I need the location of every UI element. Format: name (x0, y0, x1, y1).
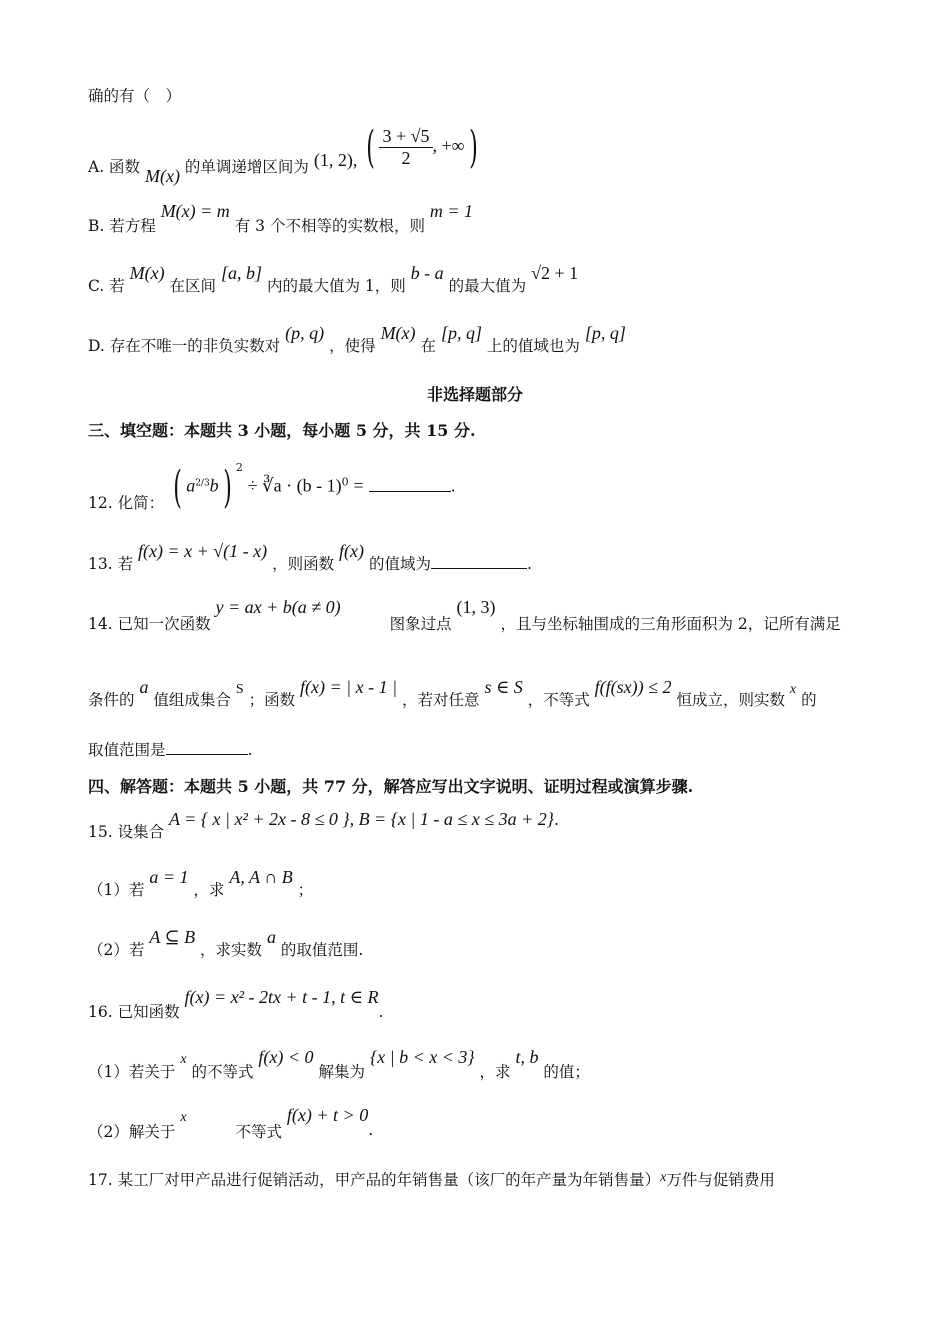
q13-period: . (526, 555, 532, 573)
q12-equals: = (353, 475, 364, 496)
option-d-text3: 上的值域也为 (486, 337, 580, 355)
question-16-part1 (88, 1046, 590, 1081)
q13-text1: ，则函数 (272, 555, 335, 573)
q15-2-label: （2）若 (88, 941, 145, 959)
section-title: 非选择题部分 (426, 385, 523, 404)
right-paren-icon: ) (468, 122, 478, 173)
q14-function2: f(x) = | x - 1 | (300, 677, 398, 697)
q16-1-text3: ，求 (479, 1063, 511, 1081)
q13-label: 13. 若 (88, 555, 134, 573)
q14-text3: 条件的 (88, 691, 135, 709)
q16-2-text: 不等式 (235, 1123, 282, 1141)
question-14-end (88, 738, 252, 760)
option-c-text2: 内的最大值为 1，则 (266, 277, 406, 295)
option-a-fraction (379, 126, 432, 169)
q14-inequality: f(f(sx)) ≤ 2 (594, 677, 672, 697)
q16-1-text1: 的不等式 (191, 1063, 254, 1081)
option-c-interval: [a, b] (220, 263, 262, 283)
q16-1-text2: 解集为 (318, 1063, 365, 1081)
option-d-text2: 在 (420, 337, 436, 355)
q14-text1: 图象过点 (389, 615, 452, 633)
q17-var-x: x (660, 1170, 667, 1185)
option-d-label: D. 存在不唯一的非负实数对 (88, 337, 281, 355)
fraction-numerator: 3 + √5 (379, 126, 432, 148)
question-15-part2 (88, 926, 364, 959)
q14-text7: ，不等式 (527, 691, 590, 709)
q14-text5: ；函数 (248, 691, 296, 709)
question-15-part1 (88, 866, 314, 899)
q16-2-period: . (368, 1121, 374, 1139)
q14-text2: ，且与坐标轴围成的三角形面积为 2，记所有满足 (500, 615, 841, 633)
q15-2-condition: A ⊆ B (149, 927, 196, 947)
q14-answer-blank[interactable] (166, 742, 248, 755)
q13-answer-blank[interactable] (431, 556, 527, 569)
question-16-part2 (88, 1104, 374, 1141)
q16-1-inequality: f(x) < 0 (258, 1047, 314, 1067)
q15-1-end: ； (297, 881, 314, 899)
q15-1-request: A, A ∩ B (229, 867, 293, 887)
q12-exponent: 2 (235, 461, 243, 475)
q14-s-in-s: s ∈ S (484, 677, 523, 697)
q14-period: . (247, 741, 253, 759)
option-c-difference: b - a (410, 263, 444, 283)
question-15 (88, 808, 559, 841)
q12-base-b: b (209, 475, 219, 496)
q16-1-solution-set: {x | b < x < 3} (369, 1047, 475, 1067)
q16-1-text4: 的值； (543, 1063, 590, 1081)
fraction-denominator: 2 (401, 148, 411, 168)
q15-2-text2: 的取值范围. (280, 941, 364, 959)
q12-expression: ÷ ∛a · (b - 1) (247, 475, 342, 496)
option-c-label: C. 若 (88, 277, 125, 295)
q14-function: y = ax + b(a ≠ 0) (215, 597, 341, 617)
option-a-function: M(x) (145, 165, 180, 186)
option-d-function: M(x) (380, 323, 416, 343)
option-b-equation: M(x) = m (160, 201, 230, 221)
q15-1-text: ，求 (193, 881, 225, 899)
q15-2-text1: ，求实数 (200, 941, 263, 959)
option-b-label: B. 若方程 (88, 217, 156, 235)
option-c-text1: 在区间 (169, 277, 217, 295)
option-a (88, 122, 482, 186)
q12-label: 12. 化简： (88, 493, 165, 512)
q14-text6: ，若对任意 (401, 691, 480, 709)
q14-var-a: a (139, 677, 149, 697)
option-d-interval2: [p, q] (584, 323, 626, 343)
q14-point: (1, 3) (456, 597, 496, 617)
q12-answer-blank[interactable] (369, 479, 451, 492)
q17-label: 17. 某工厂对甲产品进行促销活动，甲产品的年销售量（该厂的年产量为年销售量） (88, 1171, 661, 1189)
q16-1-vars: t, b (515, 1047, 539, 1067)
q12-exponent-fraction: 2/3 (195, 478, 210, 489)
left-paren-icon: ( (173, 462, 182, 513)
option-d (88, 322, 626, 355)
q15-label: 15. 设集合 (88, 823, 165, 841)
q16-2-var-x: x (180, 1110, 187, 1125)
question-16 (88, 986, 384, 1021)
q13-function: f(x) = x + √(1 - x) (138, 541, 268, 561)
part4-heading: 四、解答题：本题共 5 小题，共 77 分，解答应写出文字说明、证明过程或演算步骤. (88, 777, 694, 796)
question-12 (88, 462, 456, 513)
q16-1-var-x: x (180, 1052, 187, 1067)
q16-2-inequality: f(x) + t > 0 (286, 1105, 369, 1125)
intro-text: 确的有（ ） (88, 87, 182, 105)
option-d-text1: ，使得 (329, 337, 376, 355)
option-b-text: 有 3 个不相等的实数根，则 (234, 217, 425, 235)
q15-period: . (553, 811, 559, 829)
option-b-answer: m = 1 (429, 201, 474, 221)
q13-text2: 的值域为 (368, 555, 431, 573)
q13-function2: f(x) (339, 541, 365, 561)
q15-2-var-a: a (266, 927, 276, 947)
q14-label: 14. 已知一次函数 (88, 615, 211, 633)
q16-function: f(x) = x² - 2tx + t - 1, t ∈ R (184, 987, 379, 1007)
part3-heading: 三、填空题：本题共 3 小题，每小题 5 分，共 15 分. (88, 421, 476, 440)
q16-1-label: （1）若关于 (88, 1063, 176, 1081)
q15-set-a: A = { x | x² + 2x - 8 ≤ 0 } (169, 809, 350, 829)
option-a-infinity: , +∞ (432, 135, 465, 156)
q14-text10: 取值范围是 (88, 741, 166, 759)
q17-text: 万件与促销费用 (666, 1171, 775, 1189)
intro-line (88, 84, 181, 106)
question-17 (88, 1168, 775, 1190)
q16-period: . (378, 1003, 384, 1021)
q15-set-b: , B = {x | 1 - a ≤ x ≤ 3a + 2} (349, 809, 554, 829)
q15-1-label: （1）若 (88, 881, 145, 899)
option-a-label: A. 函数 (88, 157, 141, 176)
q14-text9: 的 (801, 691, 817, 709)
option-c-text3: 的最大值为 (448, 277, 527, 295)
q16-2-label: （2）解关于 (88, 1123, 176, 1141)
option-b (88, 200, 474, 235)
q12-base-a: a (186, 475, 196, 496)
q14-set-s: S (235, 682, 244, 697)
option-c-value: √2 + 1 (531, 263, 579, 283)
q14-var-x: x (789, 682, 797, 697)
left-paren-icon: ( (366, 122, 376, 173)
option-c-function: M(x) (129, 263, 165, 283)
option-d-pair: (p, q) (285, 323, 325, 343)
option-d-interval: [p, q] (440, 323, 482, 343)
q14-text8: 恒成立，则实数 (676, 691, 785, 709)
question-14-cont (88, 676, 817, 709)
q12-exponent-zero: 0 (341, 475, 349, 489)
option-a-interval1: (1, 2), (313, 149, 358, 170)
q15-1-condition: a = 1 (149, 867, 189, 887)
q14-text4: 值组成集合 (153, 691, 231, 709)
option-c (88, 262, 579, 295)
question-14 (88, 596, 841, 633)
right-paren-icon: ) (222, 462, 232, 513)
q16-label: 16. 已知函数 (88, 1003, 180, 1021)
q12-period: . (450, 477, 456, 496)
question-13 (88, 540, 532, 573)
option-a-text: 的单调递增区间为 (184, 157, 309, 176)
